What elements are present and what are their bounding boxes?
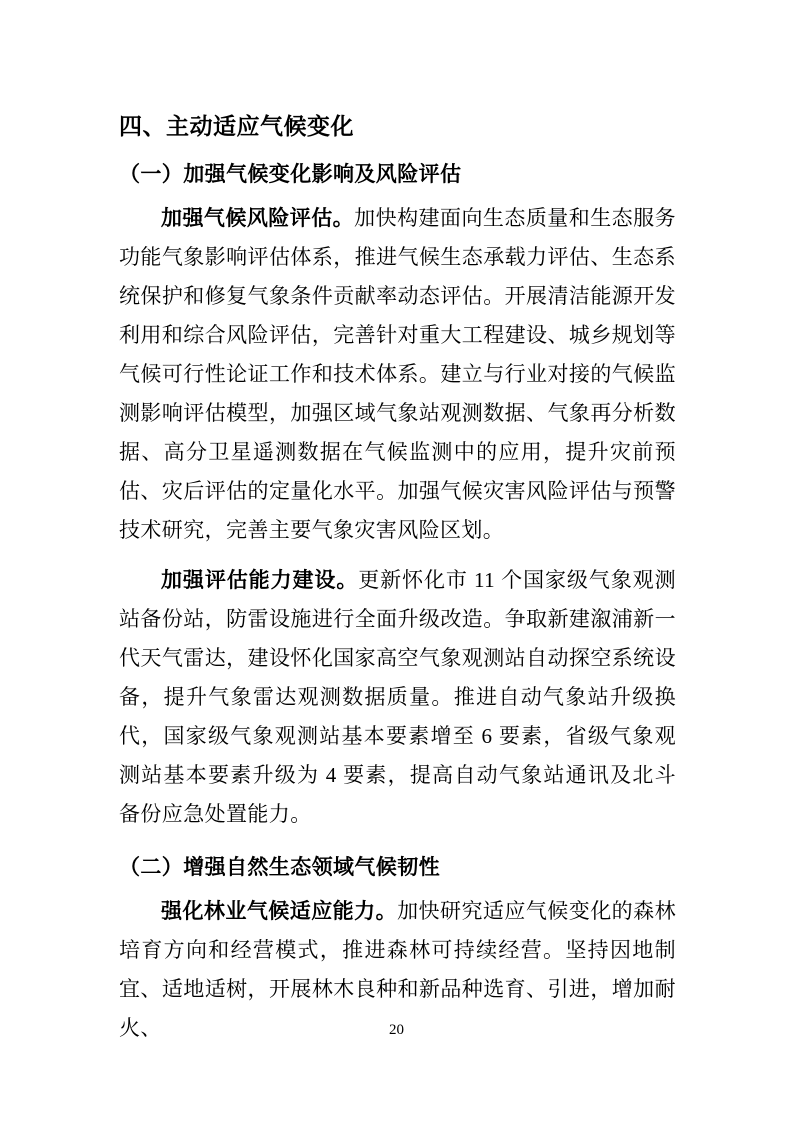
- document-content: [119, 112, 676, 1048]
- page-number: 20: [389, 1022, 404, 1038]
- paragraph-lead: 加强评估能力建设。: [161, 568, 359, 592]
- paragraph-lead: 强化林业气候适应能力。: [161, 899, 398, 923]
- paragraph-body: 加快研究适应气候变化的森林培育方向和经营模式，推进森林可持续经营。坚持因地制宜、适地适树，开展林木良种和新品种选育、引进，增加耐火、: [119, 899, 677, 1040]
- paragraph-body: 更新怀化市 11 个国家级气象观测站备份站，防雷设施进行全面升级改造。争取新建溆浦新一代天气雷达，建设怀化国家高空气象观测站自动探空系统设备，提升气象雷达观测数据质量。推进自动气象站升级换代，国家级气象观测站基本要素增至 6 要素，省级气象观测站基本要素升级为 4 要素，提高自动气象站通讯及北斗备份应急处置能力。: [119, 568, 676, 826]
- section-heading-2: （二）增强自然生态领域气候韧性: [119, 855, 440, 879]
- chapter-title: 四、主动适应气候变化: [119, 113, 354, 139]
- paragraph-body: 加快构建面向生态质量和生态服务功能气象影响评估体系，推进气候生态承载力评估、生态系统保护和修复气象条件贡献率动态评估。开展清洁能源开发利用和综合风险评估，完善针对重大工程建设、城乡规划等气候可行性论证工作和技术体系。建立与行业对接的气候监测影响评估模型，加强区域气象站观测数据、气象再分析数据、高分卫星遥测数据在气候监测中的应用，提升灾前预估、灾后评估的定量化水平。加强气候灾害风险评估与预警技术研究，完善主要气象灾害风险区划。: [119, 206, 677, 542]
- paragraph-assessment-capacity: [119, 561, 676, 834]
- section-heading-1: （一）加强气候变化影响及风险评估: [119, 162, 462, 186]
- paragraph-climate-risk-assessment: [119, 199, 676, 550]
- paragraph-lead: 加强气候风险评估。: [161, 206, 355, 230]
